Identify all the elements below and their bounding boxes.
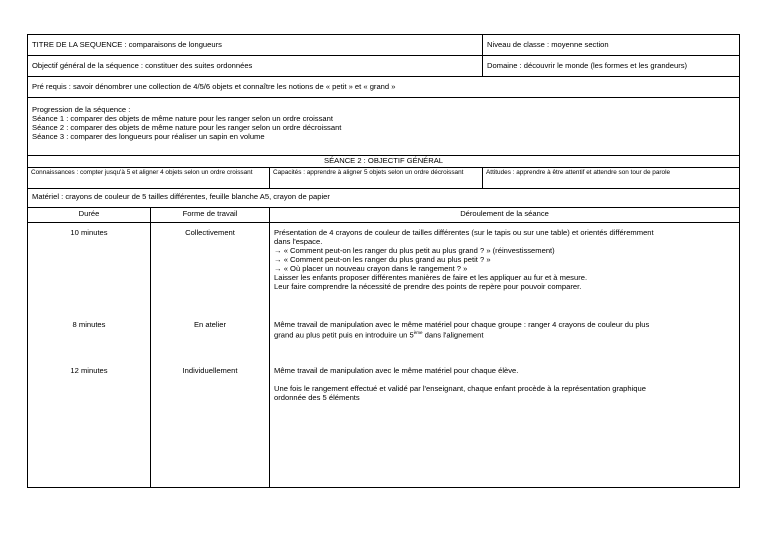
step-1-line-6: Laisser les enfants proposer différentes manières de faire et les appliquer au fur et à mesure. bbox=[274, 272, 588, 282]
seance-header-row bbox=[28, 156, 740, 168]
work-form-1: Collectivement bbox=[185, 227, 235, 237]
progress-step-1 bbox=[274, 229, 733, 292]
work-form-column bbox=[151, 222, 270, 487]
duration-column bbox=[28, 222, 151, 487]
work-form-2: En atelier bbox=[193, 319, 227, 329]
progression-row bbox=[28, 98, 740, 156]
step-1-line-2: dans l'espace. bbox=[274, 236, 323, 246]
step-1-line-4: → « Comment peut-on les ranger du plus grand au plus petit ? » bbox=[274, 254, 491, 264]
step-1-line-7: Leur faire comprendre la nécessité de prendre des points de repère pour pouvoir comparer. bbox=[274, 281, 582, 291]
capacities: Capacités : apprendre à aligner 5 objets selon un ordre décroissant bbox=[270, 167, 483, 188]
step-2-superscript: ème bbox=[413, 329, 423, 335]
domain: Domaine : découvrir le monde (les formes et les grandeurs) bbox=[483, 56, 740, 77]
materials-row bbox=[28, 188, 740, 207]
progression-title: Progression de la séquence : bbox=[32, 105, 131, 114]
sequence-sheet bbox=[27, 34, 740, 488]
step-3-line-1: Même travail de manipulation avec le même matériel pour chaque élève. bbox=[274, 365, 519, 375]
progress-step-3 bbox=[274, 367, 733, 403]
seance-1: Séance 1 : comparer des objets de même nature pour les ranger selon un ordre croissant bbox=[32, 113, 333, 123]
prerequisites-row bbox=[28, 77, 740, 98]
class-level: Niveau de classe : moyenne section bbox=[483, 35, 740, 56]
step-1-line-3: → « Comment peut-on les ranger du plus petit au plus grand ? » (réinvestissement) bbox=[274, 245, 555, 255]
seance-header: SÉANCE 2 : OBJECTIF GÉNÉRAL bbox=[28, 156, 740, 168]
title-row bbox=[28, 35, 740, 56]
duration-2: 8 minutes bbox=[72, 319, 106, 329]
prerequisites: Pré requis : savoir dénombrer une collection de 4/5/6 objets et connaître les notions de « petit » et « grand » bbox=[28, 77, 740, 98]
seance-2: Séance 2 : comparer des objets de même nature pour les ranger selon un ordre décroissant bbox=[32, 122, 342, 132]
sequence-title: TITRE DE LA SEQUENCE : comparaisons de longueurs bbox=[28, 35, 483, 56]
step-2-line-1: Même travail de manipulation avec le même matériel pour chaque groupe : ranger 4 crayons de couleur du plus bbox=[274, 319, 650, 329]
work-form-3: Individuellement bbox=[182, 365, 238, 375]
general-objective: Objectif général de la séquence : constituer des suites ordonnées bbox=[28, 56, 483, 77]
materials: Matériel : crayons de couleur de 5 tailles différentes, feuille blanche A5, crayon de papier bbox=[28, 188, 740, 207]
step-1-line-5: → « Où placer un nouveau crayon dans le rangement ? » bbox=[274, 263, 468, 273]
seance-3: Séance 3 : comparer des longueurs pour réaliser un sapin en volume bbox=[32, 131, 265, 141]
table-header-row bbox=[28, 207, 740, 222]
table-body-row bbox=[28, 222, 740, 487]
progress-step-2 bbox=[274, 321, 733, 340]
objective-row bbox=[28, 56, 740, 77]
step-2-line-2-text: grand au plus petit puis en introduire un 5 bbox=[274, 330, 414, 340]
knowledge: Connaissances : compter jusqu'à 5 et aligner 4 objets selon un ordre croissant bbox=[28, 167, 270, 188]
attitudes: Attitudes : apprendre à être attentif et attendre son tour de parole bbox=[483, 167, 740, 188]
duration-1: 10 minutes bbox=[70, 227, 108, 237]
skills-row bbox=[28, 167, 740, 188]
step-2-line-2 bbox=[274, 330, 733, 340]
progression bbox=[28, 98, 740, 156]
column-header-duration: Durée bbox=[28, 207, 151, 222]
duration-3: 12 minutes bbox=[70, 365, 108, 375]
progress-column bbox=[270, 222, 740, 487]
column-header-progress: Déroulement de la séance bbox=[270, 207, 740, 222]
column-header-work-form: Forme de travail bbox=[151, 207, 270, 222]
step-2-line-2-end: dans l'alignement bbox=[422, 330, 484, 340]
step-1-line-1: Présentation de 4 crayons de couleur de tailles différentes (sur le tapis ou sur une table) et orientés différemment bbox=[274, 227, 654, 237]
step-3-line-3: ordonnée des 5 éléments bbox=[274, 392, 360, 402]
step-3-line-2: Une fois le rangement effectué et validé par l'enseignant, chaque enfant procède à la représentation graphique bbox=[274, 383, 646, 393]
